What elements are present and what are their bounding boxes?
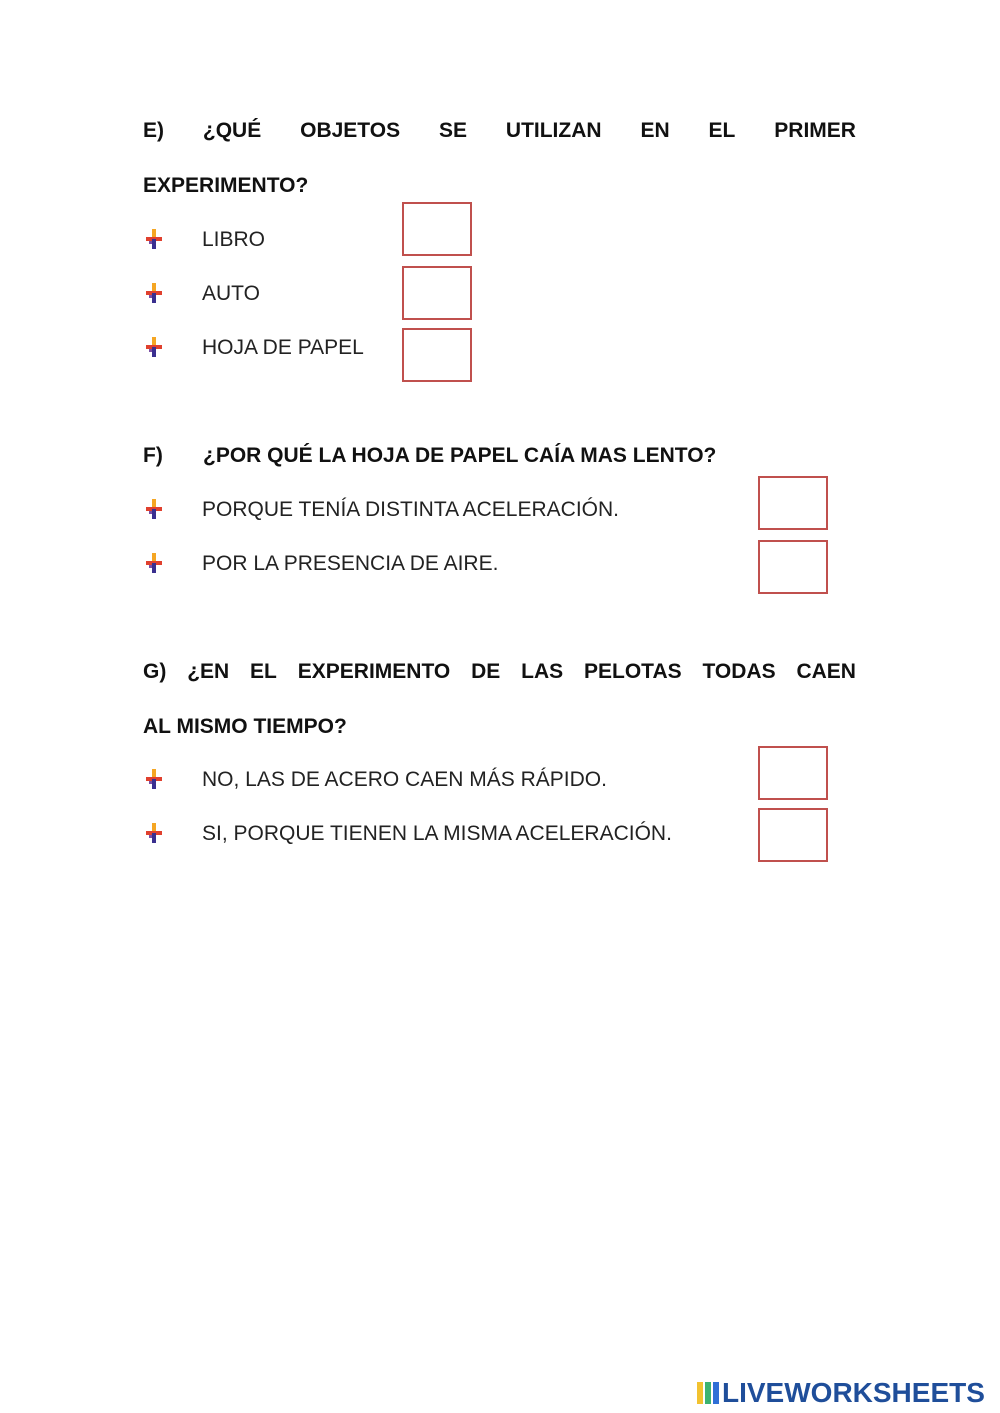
question-e-word: UTILIZAN [505,119,602,142]
question-e-word: EN [640,119,670,142]
footer-brand [696,1378,985,1408]
question-f-text: ¿POR QUÉ LA HOJA DE PAPEL CAÍA MAS LENTO? [203,444,717,467]
bullet-arrow-icon [143,552,165,574]
option-auto: AUTO [202,282,260,305]
answer-box-distinta-aceleracion[interactable] [758,476,828,530]
bullet-arrow-icon [143,822,165,844]
question-e-line2: EXPERIMENTO? [143,174,309,197]
question-g-word: TODAS [702,660,776,683]
question-e-word: PRIMER [774,119,856,142]
option-acero-caen-mas-rapido: NO, LAS DE ACERO CAEN MÁS RÁPIDO. [202,768,607,791]
question-f-line [143,443,856,469]
answer-box-acero-caen-mas-rapido[interactable] [758,746,828,800]
bullet-arrow-icon [143,228,165,250]
answer-box-hoja-de-papel[interactable] [402,328,472,382]
liveworksheets-logo-icon [696,1381,720,1405]
question-e-word: EL [708,119,736,142]
answer-box-misma-aceleracion[interactable] [758,808,828,862]
question-e-letter: E) [143,119,164,142]
bullet-arrow-icon [143,498,165,520]
question-e-word: OBJETOS [300,119,401,142]
option-libro: LIBRO [202,228,266,251]
option-distinta-aceleracion: PORQUE TENÍA DISTINTA ACELERACIÓN. [202,498,619,521]
question-g-word: LAS [521,660,564,683]
question-e-line1 [143,118,856,144]
question-f-letter: F) [143,444,163,467]
bullet-arrow-icon [143,282,165,304]
answer-box-presencia-de-aire[interactable] [758,540,828,594]
question-g-line2: AL MISMO TIEMPO? [143,715,347,738]
question-g-letter: G) [143,660,167,683]
footer-brand-text: LIVEWORKSHEETS [722,1377,985,1408]
bullet-arrow-icon [143,768,165,790]
answer-box-auto[interactable] [402,266,472,320]
question-g-word: DE [471,660,501,683]
answer-box-libro[interactable] [402,202,472,256]
option-hoja-de-papel: HOJA DE PAPEL [202,336,364,359]
question-g-word: EL [250,660,277,683]
question-e-word: ¿QUÉ [202,119,262,142]
question-e-word: SE [439,119,468,142]
question-g-word: PELOTAS [584,660,682,683]
bullet-arrow-icon [143,336,165,358]
option-misma-aceleracion: SI, PORQUE TIENEN LA MISMA ACELERACIÓN. [202,822,672,845]
question-g-word: CAEN [796,660,856,683]
question-g-word: ¿EN [187,660,230,683]
option-presencia-de-aire: POR LA PRESENCIA DE AIRE. [202,552,499,575]
question-g-line1 [143,659,856,685]
question-g-word: EXPERIMENTO [297,660,451,683]
